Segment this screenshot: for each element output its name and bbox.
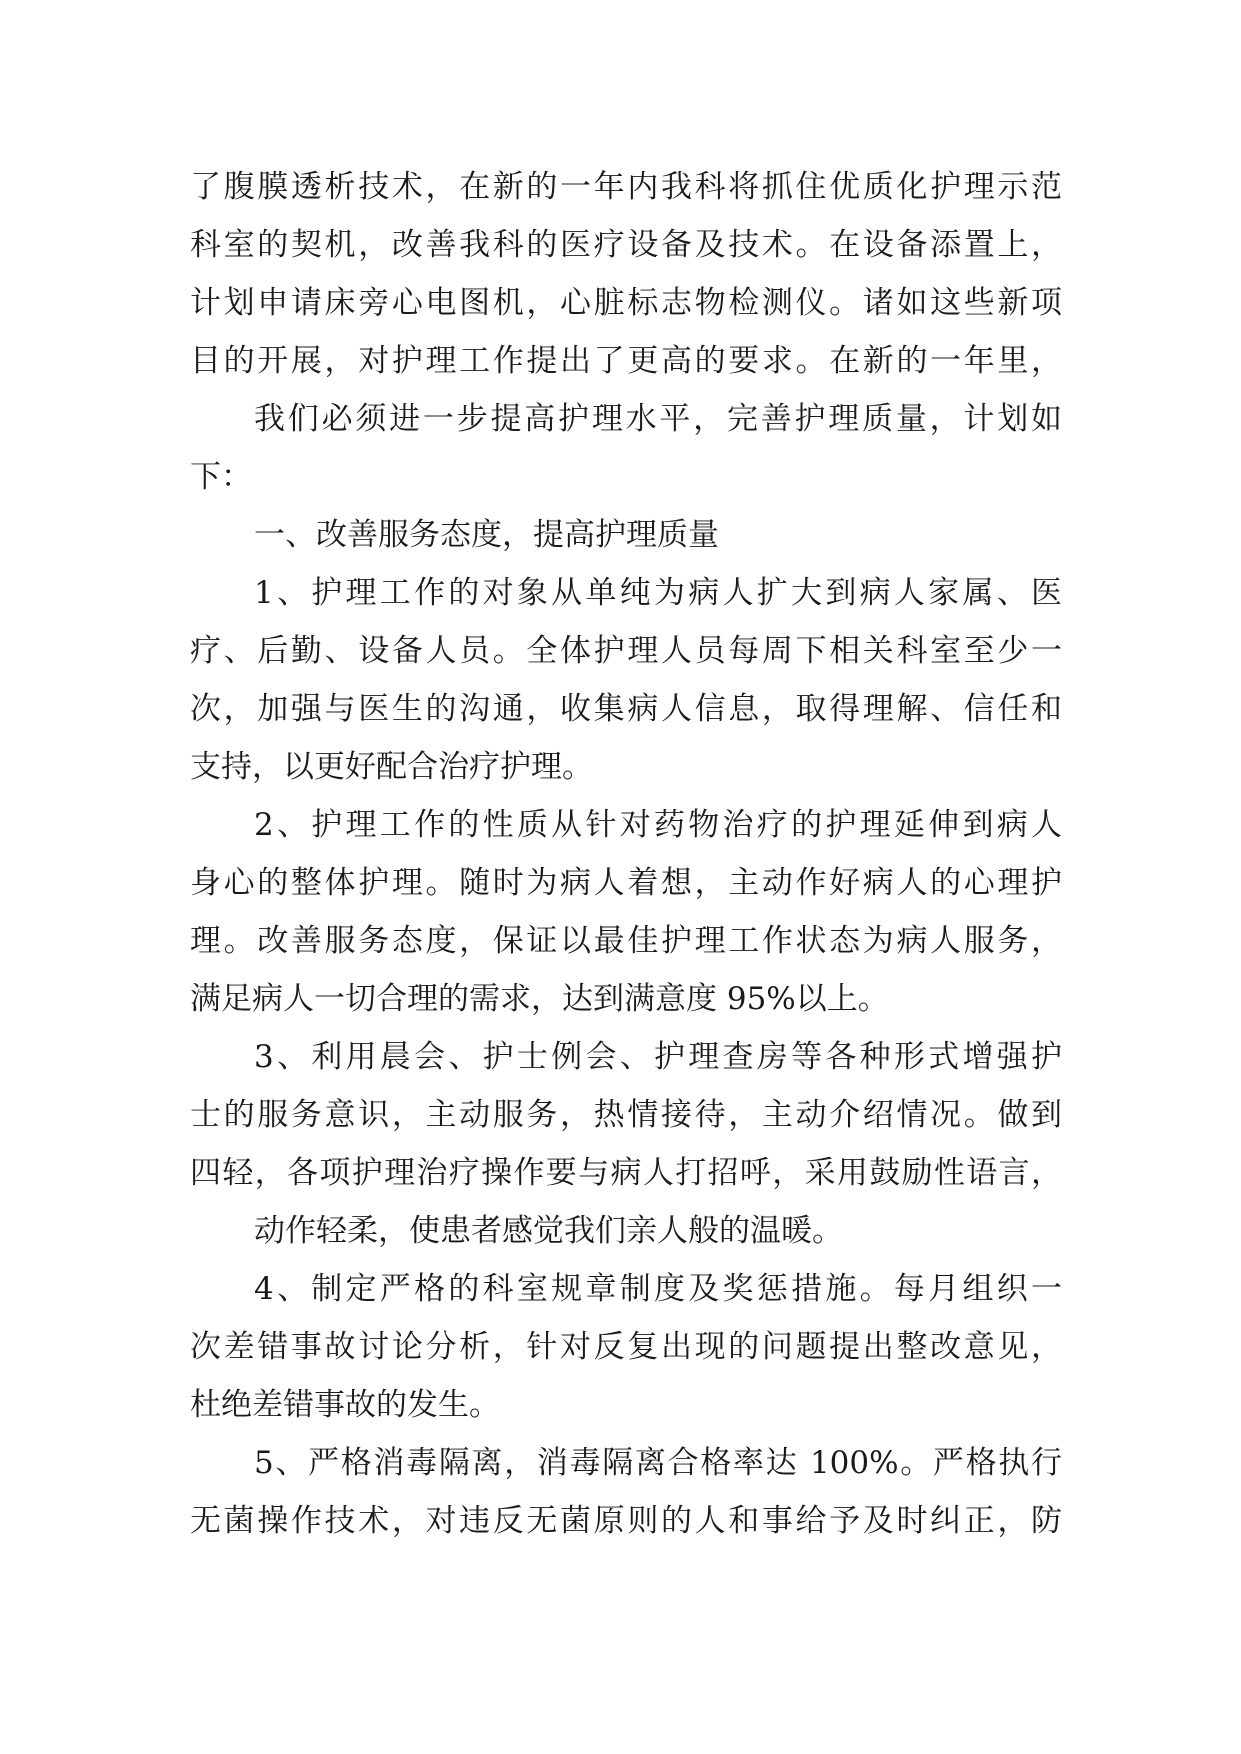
document-line: 理。改善服务态度，保证以最佳护理工作状态为病人服务， [190, 923, 1062, 959]
document-line: 无菌操作技术，对违反无菌原则的人和事给予及时纠正，防 [190, 1503, 1062, 1539]
document-line: 四轻，各项护理治疗操作要与病人打招呼，采用鼓励性语言， [190, 1155, 1062, 1191]
document-line: 计划申请床旁心电图机，心脏标志物检测仪。诸如这些新项 [190, 285, 1062, 321]
document-line: 身心的整体护理。随时为病人着想，主动作好病人的心理护 [190, 865, 1062, 901]
document-line: 士的服务意识，主动服务，热情接待，主动介绍情况。做到 [190, 1097, 1062, 1133]
document-line: 次，加强与医生的沟通，收集病人信息，取得理解、信任和 [190, 691, 1062, 727]
document-line: 科室的契机，改善我科的医疗设备及技术。在设备添置上， [190, 227, 1062, 263]
document-line: 下： [190, 459, 252, 495]
document-line: 4、制定严格的科室规章制度及奖惩措施。每月组织一 [254, 1271, 1062, 1307]
document-body [190, 158, 1062, 1550]
document-line: 次差错事故讨论分析，针对反复出现的问题提出整改意见， [190, 1329, 1062, 1365]
document-line: 满足病人一切合理的需求，达到满意度 95%以上。 [190, 981, 889, 1017]
document-line: 目的开展，对护理工作提出了更高的要求。在新的一年里， [190, 343, 1062, 379]
document-line: 3、利用晨会、护士例会、护理查房等各种形式增强护 [254, 1039, 1062, 1075]
document-line: 5、严格消毒隔离，消毒隔离合格率达 100%。严格执行 [254, 1445, 1062, 1481]
document-line: 1、护理工作的对象从单纯为病人扩大到病人家属、医 [254, 575, 1062, 611]
document-line: 我们必须进一步提高护理水平，完善护理质量，计划如 [254, 401, 1062, 437]
document-line: 一、改善服务态度，提高护理质量 [254, 517, 719, 553]
document-line: 支持，以更好配合治疗护理。 [190, 749, 593, 785]
document-line: 了腹膜透析技术，在新的一年内我科将抓住优质化护理示范 [190, 169, 1062, 205]
document-line: 2、护理工作的性质从针对药物治疗的护理延伸到病人 [254, 807, 1062, 843]
document-line: 疗、后勤、设备人员。全体护理人员每周下相关科室至少一 [190, 633, 1062, 669]
document-line: 动作轻柔，使患者感觉我们亲人般的温暖。 [254, 1213, 843, 1249]
document-line: 杜绝差错事故的发生。 [190, 1387, 500, 1423]
